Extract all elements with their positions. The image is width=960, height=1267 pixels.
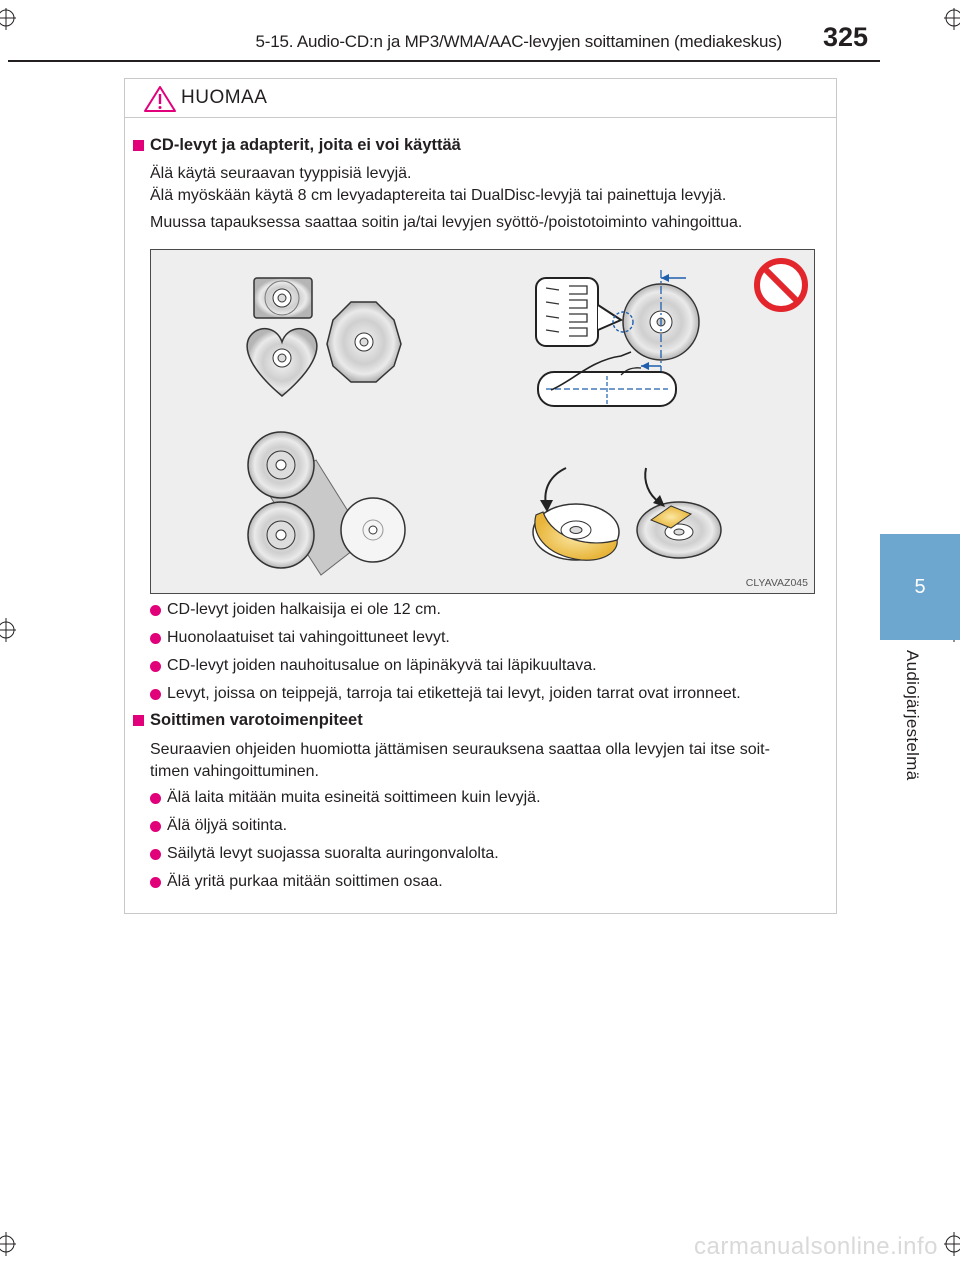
list-item: Älä laita mitään muita esineitä soittimeen kuin levyjä. (150, 789, 541, 807)
list-item: Huonolaatuiset tai vahingoittuneet levyt. (150, 629, 450, 647)
disc-illustration (150, 249, 815, 594)
notice-box (124, 78, 837, 914)
section-heading-unusable-discs: CD-levyt ja adapterit, joita ei voi käyttää (133, 136, 461, 155)
paragraph-line: Seuraavien ohjeiden huomiotta jättämisen seurauksena saattaa olla levyjen tai itse soit- (150, 741, 770, 758)
warning-icon (143, 85, 177, 113)
paragraph-line: timen vahingoittuminen. (150, 763, 319, 780)
bullet-dot-icon (150, 605, 161, 616)
list-item: Älä yritä purkaa mitään soittimen osaa. (150, 873, 443, 891)
peeling-label-disc-icon (533, 468, 619, 560)
header-rule (8, 60, 880, 62)
square-bullet-icon (133, 715, 144, 726)
bullet-dot-icon (150, 877, 161, 888)
chapter-tab[interactable] (880, 534, 960, 640)
bullet-dot-icon (150, 821, 161, 832)
taped-disc-icon (637, 468, 721, 558)
paragraph-line: Muussa tapauksessa saattaa soitin ja/tai levyjen syöttö-/poistotoiminto vahingoittua. (150, 214, 743, 231)
list-item: Säilytä levyt suojassa suoralta auringonvalolta. (150, 845, 499, 863)
bullet-dot-icon (150, 689, 161, 700)
page-number: 325 (822, 22, 868, 52)
paragraph-line: Älä myöskään käytä 8 cm levyadaptereita tai DualDisc-levyjä tai painettuja levyjä. (150, 187, 727, 204)
page-header (0, 18, 880, 62)
list-item: Levyt, joissa on teippejä, tarroja tai etikettejä tai levyt, joiden tarrat ovat irronneet. (150, 685, 741, 703)
square-bullet-icon (133, 140, 144, 151)
square-disc-icon (254, 278, 312, 318)
bullet-dot-icon (150, 633, 161, 644)
chapter-number: 5 (914, 575, 926, 598)
watermark: carmanualsonline.info (694, 1233, 938, 1260)
section-heading-player-precautions: Soittimen varotoimenpiteet (133, 711, 363, 730)
heart-disc-icon (247, 329, 317, 396)
bullet-dot-icon (150, 661, 161, 672)
transparent-disc-diagram (536, 270, 699, 406)
chapter-label: Audiojärjestelmä (903, 650, 922, 781)
list-item: CD-levyt joiden nauhoitusalue on läpinäkyvä tai läpikuultava. (150, 657, 597, 675)
figure-code: CLYAVAZ045 (745, 577, 808, 589)
list-item: Älä öljyä soitinta. (150, 817, 287, 835)
notice-header (125, 79, 836, 118)
octagon-disc-icon (327, 302, 401, 382)
illustration-art (151, 250, 814, 593)
list-item: CD-levyt joiden halkaisija ei ole 12 cm. (150, 601, 441, 619)
paragraph-line: Älä käytä seuraavan tyyppisiä levyjä. (150, 165, 412, 182)
prohibited-icon (757, 261, 805, 309)
bullet-dot-icon (150, 849, 161, 860)
bullet-dot-icon (150, 793, 161, 804)
notice-title: HUOMAA (181, 87, 268, 108)
running-title: 5-15. Audio-CD:n ja MP3/WMA/AAC-levyjen soittaminen (mediakeskus) (255, 32, 782, 51)
adapter-disc-icon (248, 432, 405, 575)
